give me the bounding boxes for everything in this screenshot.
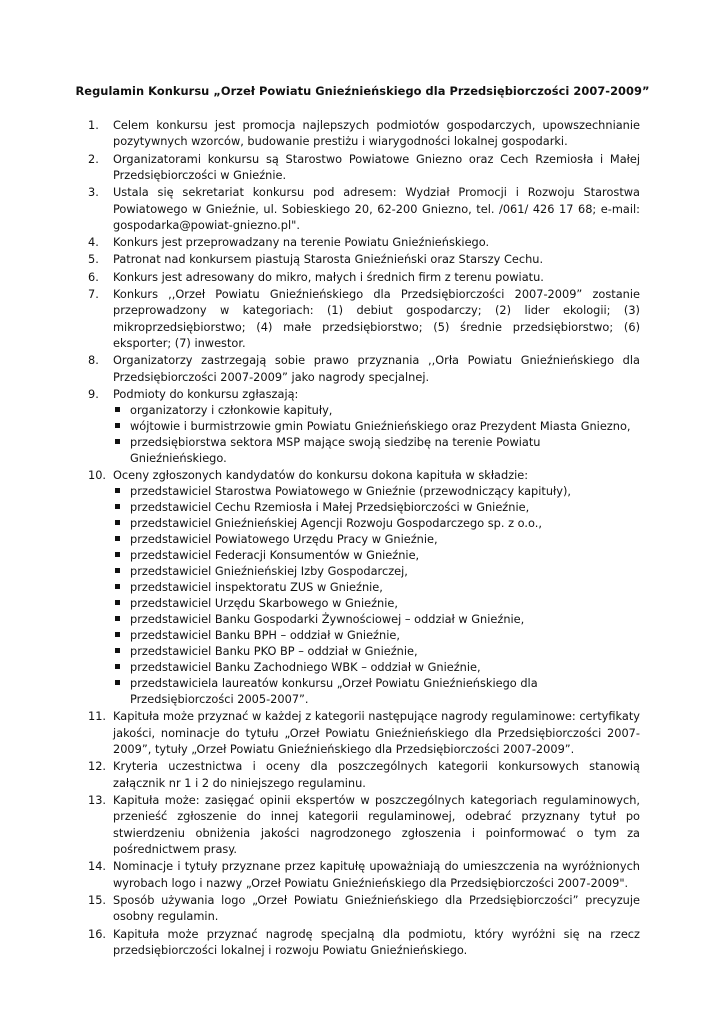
item-number: 6. [88, 269, 99, 284]
sub-item-text: przedstawiciel Banku BPH – oddział w Gnieźnie, [130, 628, 400, 643]
item-number: 12. [88, 759, 107, 774]
square-bullet-icon [115, 488, 120, 493]
list-item [88, 758, 640, 791]
square-bullet-icon [115, 504, 120, 509]
sub-item-text: przedstawiciel Cechu Rzemiosła i Małej Przedsiębiorczości w Gnieźnie, [130, 500, 530, 515]
item-text: Nominacje i tytuły przyznane przez kapitułę upoważniają do umieszczenia na wyróżnionych wyrobach logo i nazwy „Orzeł Powiatu Gnieźnieńskiego dla Przedsiębiorczości 2007-2009". [113, 859, 640, 890]
item-text: Oceny zgłoszonych kandydatów do konkursu dokona kapituła w składzie: [113, 468, 529, 483]
sub-list [113, 483, 640, 707]
item-text: Kapituła może przyznać nagrodę specjalną dla podmiotu, który wyróżni się na rzecz przedsiębiorczości lokalnej i rozwoju Powiatu Gnieźnieńskiego. [113, 926, 640, 957]
sub-list-item [113, 659, 640, 675]
square-bullet-icon [115, 584, 120, 589]
sub-list-item [113, 402, 640, 418]
sub-item-text: przedstawiciel Starostwa Powiatowego w Gnieźnie (przewodniczący kapituły), [130, 484, 571, 499]
square-bullet-icon [115, 648, 120, 653]
square-bullet-icon [115, 520, 120, 525]
item-number: 5. [88, 252, 99, 267]
sub-list-item [113, 611, 640, 627]
item-text: Ustala się sekretariat konkursu pod adresem: Wydział Promocji i Rozwoju Starostwa Powiatowego w Gnieźnie, ul. Sobieskiego 20, 62-200 Gniezno, tel. /061/ 426 17 68; e-mail: gospodarka@powiat-gniezno.pl". [113, 185, 640, 233]
sub-item-text: przedstawiciel Federacji Konsumentów w Gnieźnie, [130, 548, 420, 563]
list-item [88, 184, 640, 233]
list-item [88, 151, 640, 184]
item-number: 9. [88, 386, 99, 401]
list-item [88, 892, 640, 925]
sub-item-text: przedstawiciel Banku Zachodniego WBK – oddział w Gnieźnie, [130, 660, 481, 675]
sub-item-text: przedstawiciel Banku PKO BP – oddział w Gnieźnie, [130, 644, 418, 659]
item-text: Konkurs ,,Orzeł Powiatu Gnieźnieńskiego dla Przedsiębiorczości 2007-2009” zostanie przeprowadzony w kategoriach: (1) debiut gospodarczy; (2) lider ekologii; (3) mikroprzedsiębiorstwo; (4) małe przedsiębiorstwo; (5) średnie przedsiębiorstwo; (6) eksporter; (7) inwestor. [113, 286, 640, 351]
sub-list-item [113, 595, 640, 611]
list-item [88, 792, 640, 858]
square-bullet-icon [115, 616, 120, 621]
list-item [88, 234, 640, 250]
square-bullet-icon [115, 423, 120, 428]
item-number: 11. [88, 709, 107, 724]
document-title: Regulamin Konkursu „Orzeł Powiatu Gnieźnieńskiego dla Przedsiębiorczości 2007-2009” [75, 84, 650, 98]
sub-item-text: przedsiębiorstwa sektora MSP mające swoją siedzibę na terenie Powiatu Gnieźnieńskiego. [130, 435, 541, 466]
item-number: 3. [88, 185, 99, 200]
sub-list-item [113, 434, 640, 466]
square-bullet-icon [115, 439, 120, 444]
list-item [88, 467, 640, 707]
list-item [88, 858, 640, 891]
regulations-list [88, 117, 640, 958]
square-bullet-icon [115, 600, 120, 605]
list-item [88, 286, 640, 352]
sub-item-text: przedstawiciel Banku Gospodarki Żywnościowej – oddział w Gnieźnie, [130, 612, 525, 627]
item-number: 10. [88, 468, 107, 483]
sub-list-item [113, 579, 640, 595]
sub-list-item [113, 627, 640, 643]
sub-item-text: przedstawiciela laureatów konkursu „Orzeł Powiatu Gnieźnieńskiego dla Przedsiębiorczości 2005-2007”. [130, 676, 538, 707]
square-bullet-icon [115, 632, 120, 637]
item-number: 15. [88, 892, 107, 907]
item-number: 7. [88, 286, 99, 301]
sub-list [113, 402, 640, 466]
sub-item-text: wójtowie i burmistrzowie gmin Powiatu Gnieźnieńskiego oraz Prezydent Miasta Gniezno, [130, 419, 631, 434]
item-text: Konkurs jest przeprowadzany na terenie Powiatu Gnieźnieńskiego. [113, 235, 490, 250]
list-item [88, 926, 640, 959]
item-text: Organizatorami konkursu są Starostwo Powiatowe Gniezno oraz Cech Rzemiosła i Małej Przedsiębiorczości w Gnieźnie. [113, 151, 640, 183]
square-bullet-icon [115, 680, 120, 685]
list-item [88, 352, 640, 385]
item-text: Kapituła może przyznać w każdej z kategorii następujące nagrody regulaminowe: certyfikaty jakości, nominacje do tytułu „Orzeł Powiatu Gnieźnieńskiego dla Przedsiębiorczości 2007-2009”, tytuły „Orzeł Powiatu Gnieźnieńskiego dla Przedsiębiorczości 2007-2009”. [113, 709, 640, 757]
sub-list-item [113, 418, 640, 434]
sub-list-item [113, 643, 640, 659]
sub-item-text: przedstawiciel Gnieźnieńskiej Agencji Rozwoju Gospodarczego sp. z o.o., [130, 516, 542, 531]
sub-list-item [113, 499, 640, 515]
item-number: 8. [88, 353, 99, 368]
item-number: 14. [88, 859, 107, 874]
square-bullet-icon [115, 536, 120, 541]
item-text: Konkurs jest adresowany do mikro, małych i średnich firm z terenu powiatu. [113, 269, 544, 284]
sub-item-text: przedstawiciel inspektoratu ZUS w Gnieźnie, [130, 580, 383, 595]
item-text: Kapituła może: zasięgać opinii ekspertów w poszczególnych kategoriach regulaminowych, przenieść zgłoszenie do innej kategorii regulaminowej, odebrać przyznany tytuł po stwierdzeniu obniżenia jakości nagrodzonego zgłoszenia i poinformować o tym za pośrednictwem prasy. [113, 792, 640, 857]
list-item [88, 386, 640, 466]
sub-list-item [113, 675, 640, 707]
square-bullet-icon [115, 407, 120, 412]
list-item [88, 251, 640, 267]
sub-list-item [113, 515, 640, 531]
square-bullet-icon [115, 664, 120, 669]
sub-list-item [113, 547, 640, 563]
item-text: Celem konkursu jest promocja najlepszych podmiotów gospodarczych, upowszechnianie pozytywnych wzorców, budowanie prestiżu i wiarygodności lokalnej gospodarki. [113, 118, 640, 149]
list-item [88, 708, 640, 757]
sub-item-text: przedstawiciel Gnieźnieńskiej Izby Gospodarczej, [130, 564, 408, 579]
item-text: Patronat nad konkursem piastują Starosta Gnieźnieński oraz Starszy Cechu. [113, 252, 544, 267]
item-text: Kryteria uczestnictwa i oceny dla poszczególnych kategorii konkursowych stanowią załącznik nr 1 i 2 do niniejszego regulaminu. [113, 759, 640, 790]
square-bullet-icon [115, 568, 120, 573]
item-number: 1. [88, 118, 99, 132]
sub-item-text: przedstawiciel Powiatowego Urzędu Pracy w Gnieźnie, [130, 532, 438, 547]
item-text: Organizatorzy zastrzegają sobie prawo przyznania ,,Orła Powiatu Gnieźnieńskiego dla Przedsiębiorczości 2007-2009” jako nagrody specjalnej. [113, 353, 640, 384]
item-number: 4. [88, 235, 99, 250]
item-number: 2. [88, 151, 99, 166]
sub-item-text: organizatorzy i członkowie kapituły, [130, 403, 333, 418]
sub-item-text: przedstawiciel Urzędu Skarbowego w Gnieźnie, [130, 596, 398, 611]
item-number: 13. [88, 792, 107, 807]
sub-list-item [113, 531, 640, 547]
sub-list-item [113, 563, 640, 579]
list-item [88, 269, 640, 285]
sub-list-item [113, 483, 640, 499]
item-text: Sposób używania logo „Orzeł Powiatu Gnieźnieńskiego dla Przedsiębiorczości” precyzuje osobny regulamin. [113, 892, 640, 924]
square-bullet-icon [115, 552, 120, 557]
list-item [88, 117, 640, 150]
item-number: 16. [88, 926, 107, 941]
item-text: Podmioty do konkursu zgłaszają: [113, 386, 299, 401]
